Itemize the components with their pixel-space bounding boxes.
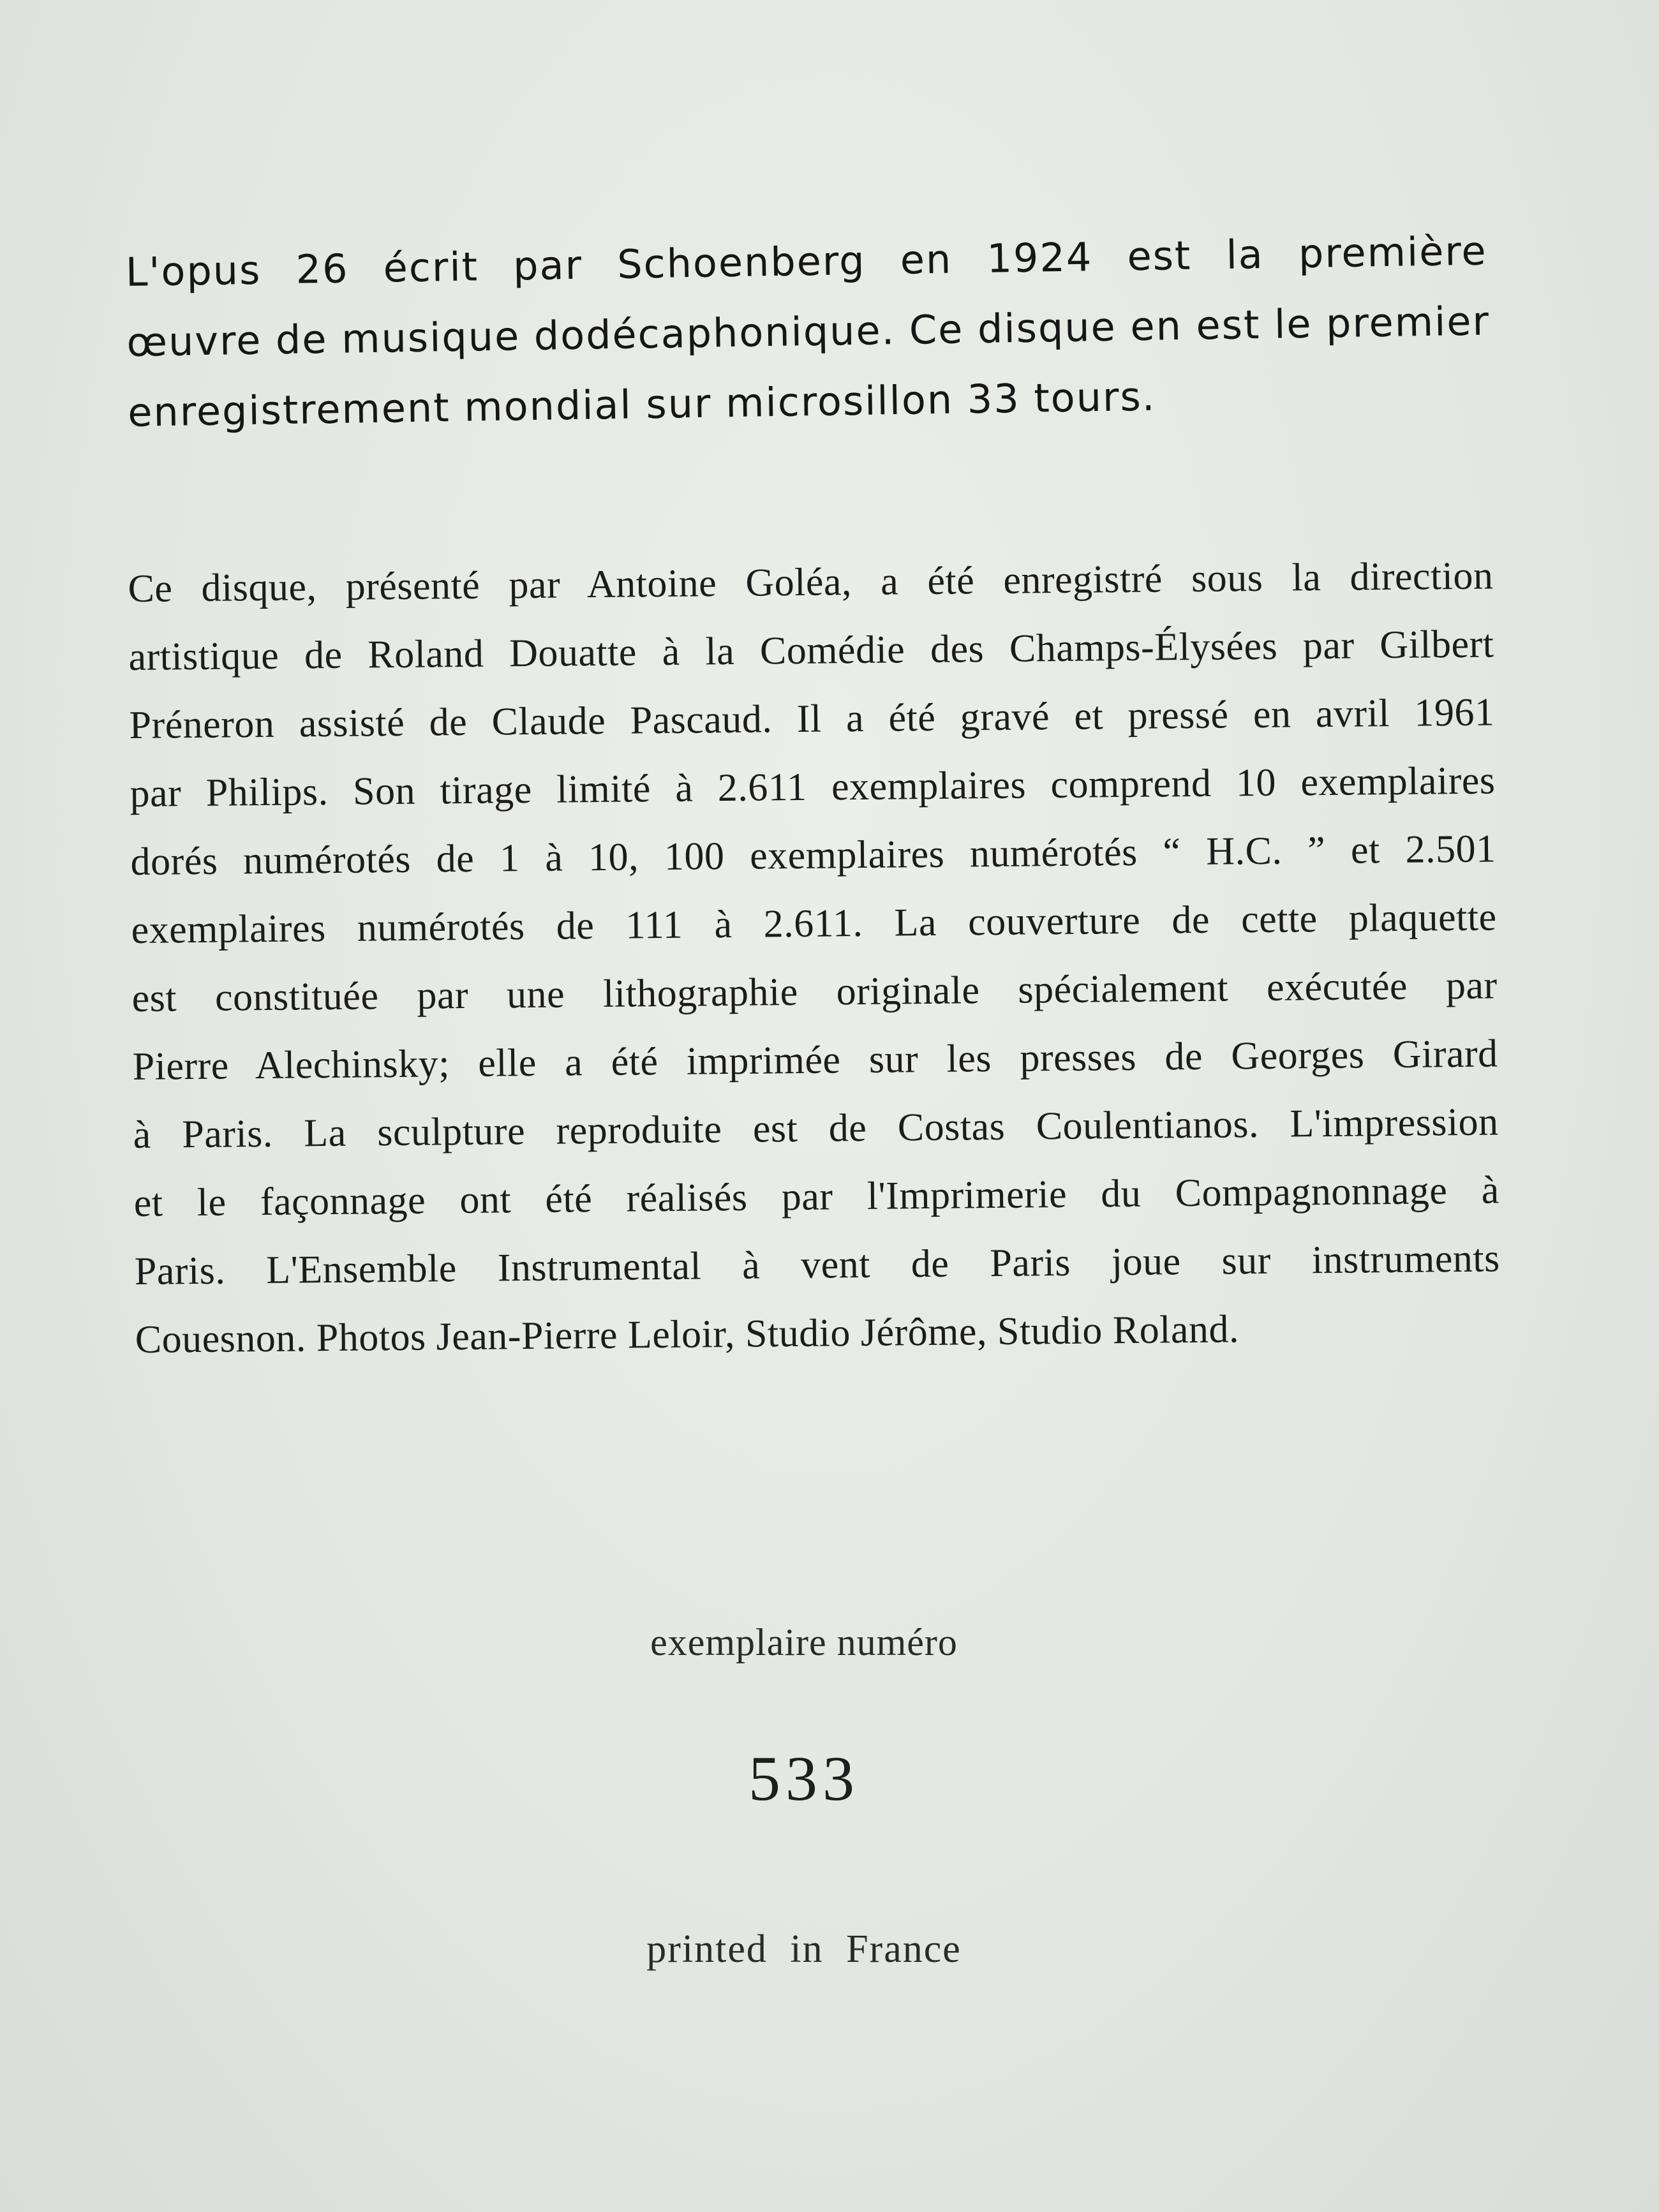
colophon-line: dorés numérotés de 1 à 10, 100 exemplaires numérotés “ H.C. ” et 2.501 [130,827,1496,884]
intro-line: enregistrement mondial sur microsillon 33 tours. [127,373,1156,436]
colophon-line: Paris. L'Ensemble Instrumental à vent de Paris joue sur instruments [134,1236,1501,1293]
intro-line: œuvre de musique dodécaphonique. Ce disque en est le premier [126,297,1491,366]
colophon-line: et le façonnage ont été réalisés par l'Imprimerie du Compagnonnage à [133,1168,1499,1225]
intro-line: L'opus 26 écrit par Schoenberg en 1924 est la première [125,227,1488,295]
printed-in-label: printed in France [646,1927,962,1971]
colophon-line: Couesnon. Photos Jean-Pierre Leloir, Studio Jérôme, Studio Roland. [135,1307,1240,1362]
colophon-line: Préneron assisté de Claude Pascaud. Il a été gravé et pressé en avril 1961 [129,690,1495,747]
colophon-paragraph [128,542,1501,1374]
colophon-line: artistique de Roland Douatte à la Comédie des Champs-Élysées par Gilbert [128,622,1494,679]
colophon-line: Ce disque, présenté par Antoine Goléa, a été enregistré sous la direction [128,554,1494,611]
colophon-line: est constituée par une lithographie originale spécialement exécutée par [131,963,1498,1020]
intro-paragraph [125,216,1490,447]
colophon-line: à Paris. La sculpture reproduite est de Costas Coulentianos. L'impression [133,1100,1499,1157]
copy-number-label: exemplaire numéro [650,1621,958,1663]
colophon-line: Pierre Alechinsky; elle a été imprimée sur les presses de Georges Girard [132,1032,1498,1088]
colophon-line: par Philips. Son tirage limité à 2.611 exemplaires comprend 10 exemplaires [130,759,1496,815]
colophon-line: exemplaires numérotés de 111 à 2.611. La couverture de cette plaquette [131,895,1497,952]
copy-number: 533 [748,1743,859,1814]
